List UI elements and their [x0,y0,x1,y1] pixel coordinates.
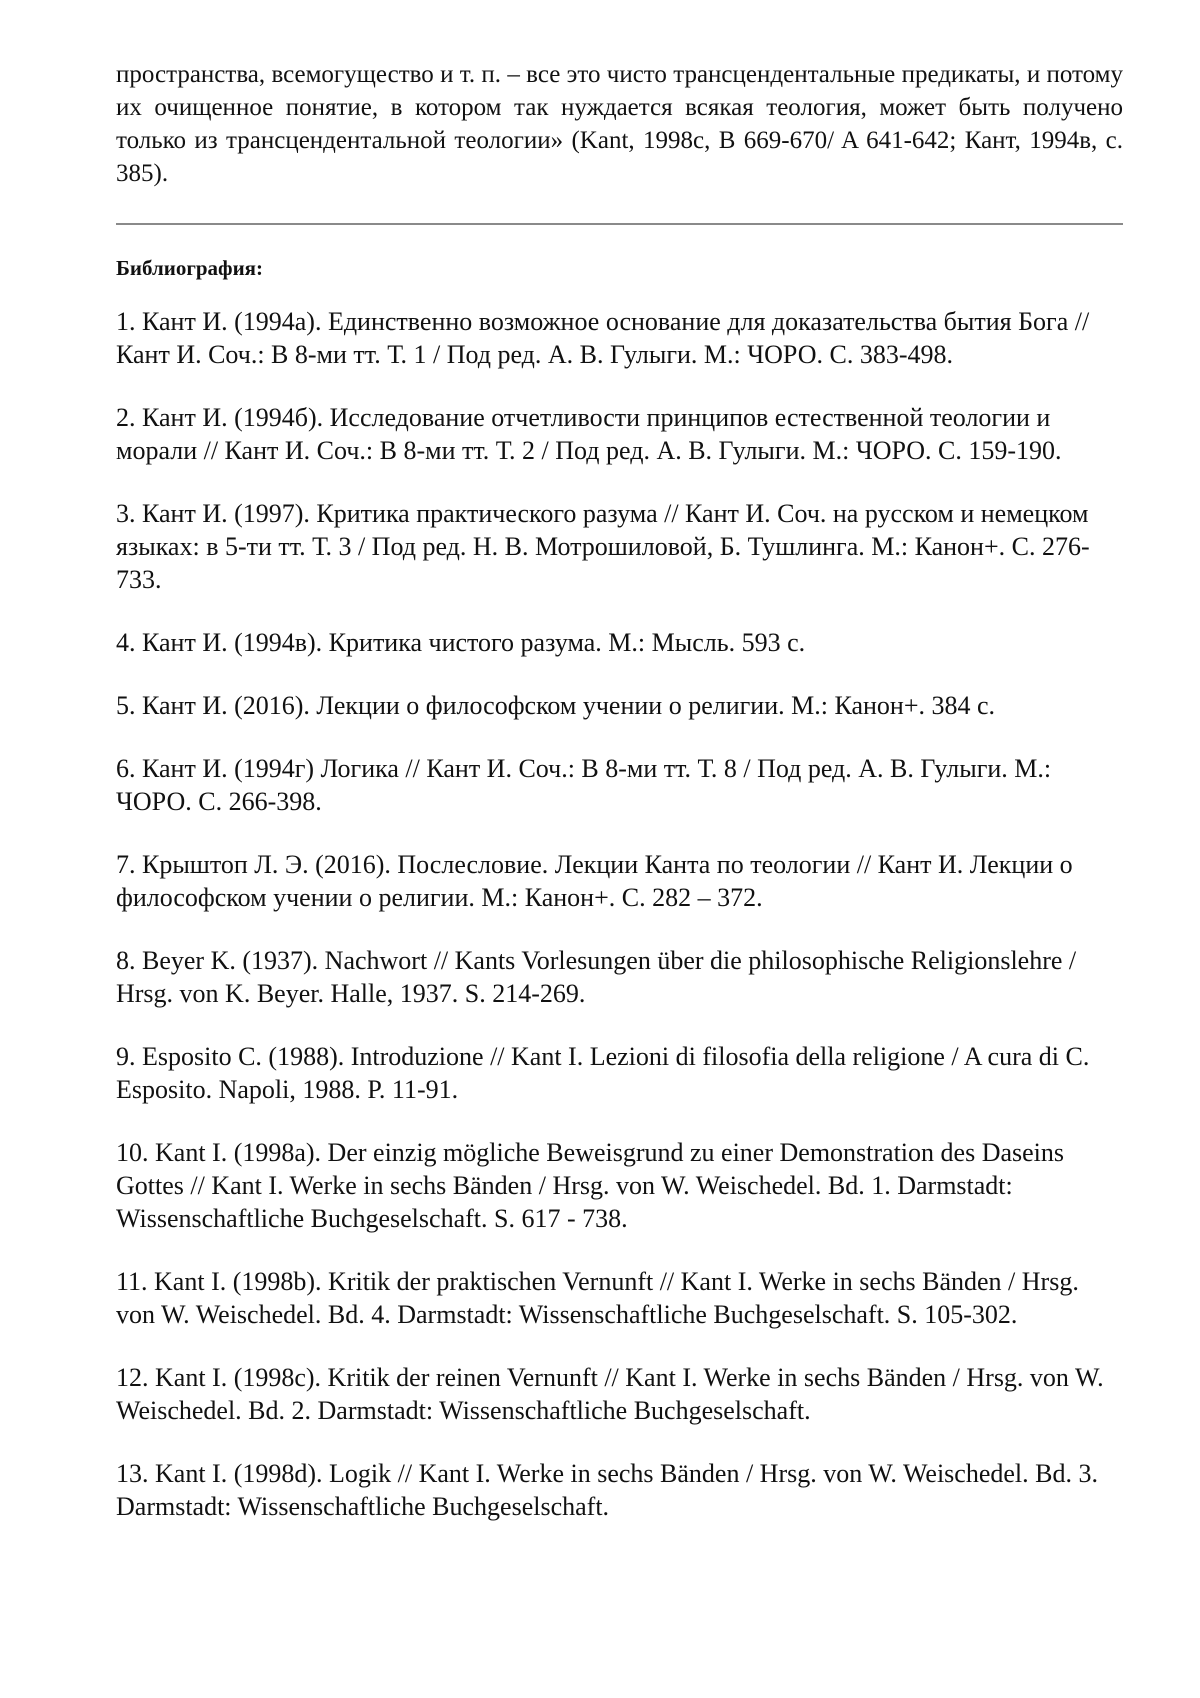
bibliography-item: 13. Kant I. (1998d). Logik // Kant I. Werke in sechs Bänden / Hrsg. von W. Weischedel. Bd. 3. Darmstadt: Wissenschaftliche Buchgeselschaft. [116,1459,1098,1521]
bibliography-item: 11. Kant I. (1998b). Kritik der praktischen Vernunft // Kant I. Werke in sechs Bänden / Hrsg. von W. Weischedel. Bd. 4. Darmstadt: Wissenschaftliche Buchgeselschaft. S. 105-302. [116,1267,1079,1329]
section-divider [116,223,1123,225]
bibliography-item: 2. Кант И. (1994б). Исследование отчетливости принципов естественной теологии и морали // Кант И. Соч.: В 8-ми тт. Т. 2 / Под ред. А. В. Гулыги. М.: ЧОРО. С. 159-190. [116,403,1062,465]
bibliography-item: 12. Kant I. (1998c). Kritik der reinen Vernunft // Kant I. Werke in sechs Bänden / Hrsg. von W. Weischedel. Bd. 2. Darmstadt: Wissenschaftliche Buchgeselschaft. [116,1363,1104,1425]
bibliography-heading: Библиография: [116,256,264,280]
intro-paragraph: пространства, всемогущество и т. п. – все это чисто трансцендентальные предикаты, и потому их очищенное понятие, в котором так нуждается всякая теология, может быть получено только из трансцендентальной теологии» (Kant, 1998c, B 669-670/ A 641-642; Кант, 1994в, с. 385). [116,61,1123,187]
bibliography-item: 6. Кант И. (1994г) Логика // Кант И. Соч.: В 8-ми тт. Т. 8 / Под ред. А. В. Гулыги. М.: ЧОРО. С. 266-398. [116,754,1052,816]
bibliography-item: 10. Kant I. (1998a). Der einzig mögliche Beweisgrund zu einer Demonstration des Daseins Gottes // Kant I. Werke in sechs Bänden / Hrsg. von W. Weischedel. Bd. 1. Darmstadt: Wissenschaftliche Buchgeselschaft. S. 617 - 738. [116,1138,1065,1233]
bibliography-item: 1. Кант И. (1994а). Единственно возможное основание для доказательства бытия Бога // Кант И. Соч.: В 8-ми тт. Т. 1 / Под ред. А. В. Гулыги. М.: ЧОРО. С. 383-498. [116,307,1090,369]
document-page [116,58,1123,1553]
bibliography-list [116,305,1123,1523]
bibliography-item: 7. Крыштоп Л. Э. (2016). Послесловие. Лекции Канта по теологии // Кант И. Лекции о философском учении о религии. М.: Канон+. С. 282 – 372. [116,850,1073,912]
bibliography-item: 3. Кант И. (1997). Критика практического разума // Кант И. Соч. на русском и немецком языках: в 5-ти тт. Т. 3 / Под ред. Н. В. Мотрошиловой, Б. Тушлинга. М.: Канон+. С. 276-733. [116,499,1090,594]
bibliography-item: 8. Beyer K. (1937). Nachwort // Kants Vorlesungen über die philosophische Religionslehre / Hrsg. von K. Beyer. Halle, 1937. S. 214-269. [116,946,1077,1008]
bibliography-item: 4. Кант И. (1994в). Критика чистого разума. М.: Мысль. 593 с. [116,628,806,657]
bibliography-item: 9. Esposito C. (1988). Introduzione // Kant I. Lezioni di filosofia della religione / A cura di C. Esposito. Napoli, 1988. P. 11-91. [116,1042,1090,1104]
bibliography-item: 5. Кант И. (2016). Лекции о философском учении о религии. М.: Канон+. 384 с. [116,691,996,720]
